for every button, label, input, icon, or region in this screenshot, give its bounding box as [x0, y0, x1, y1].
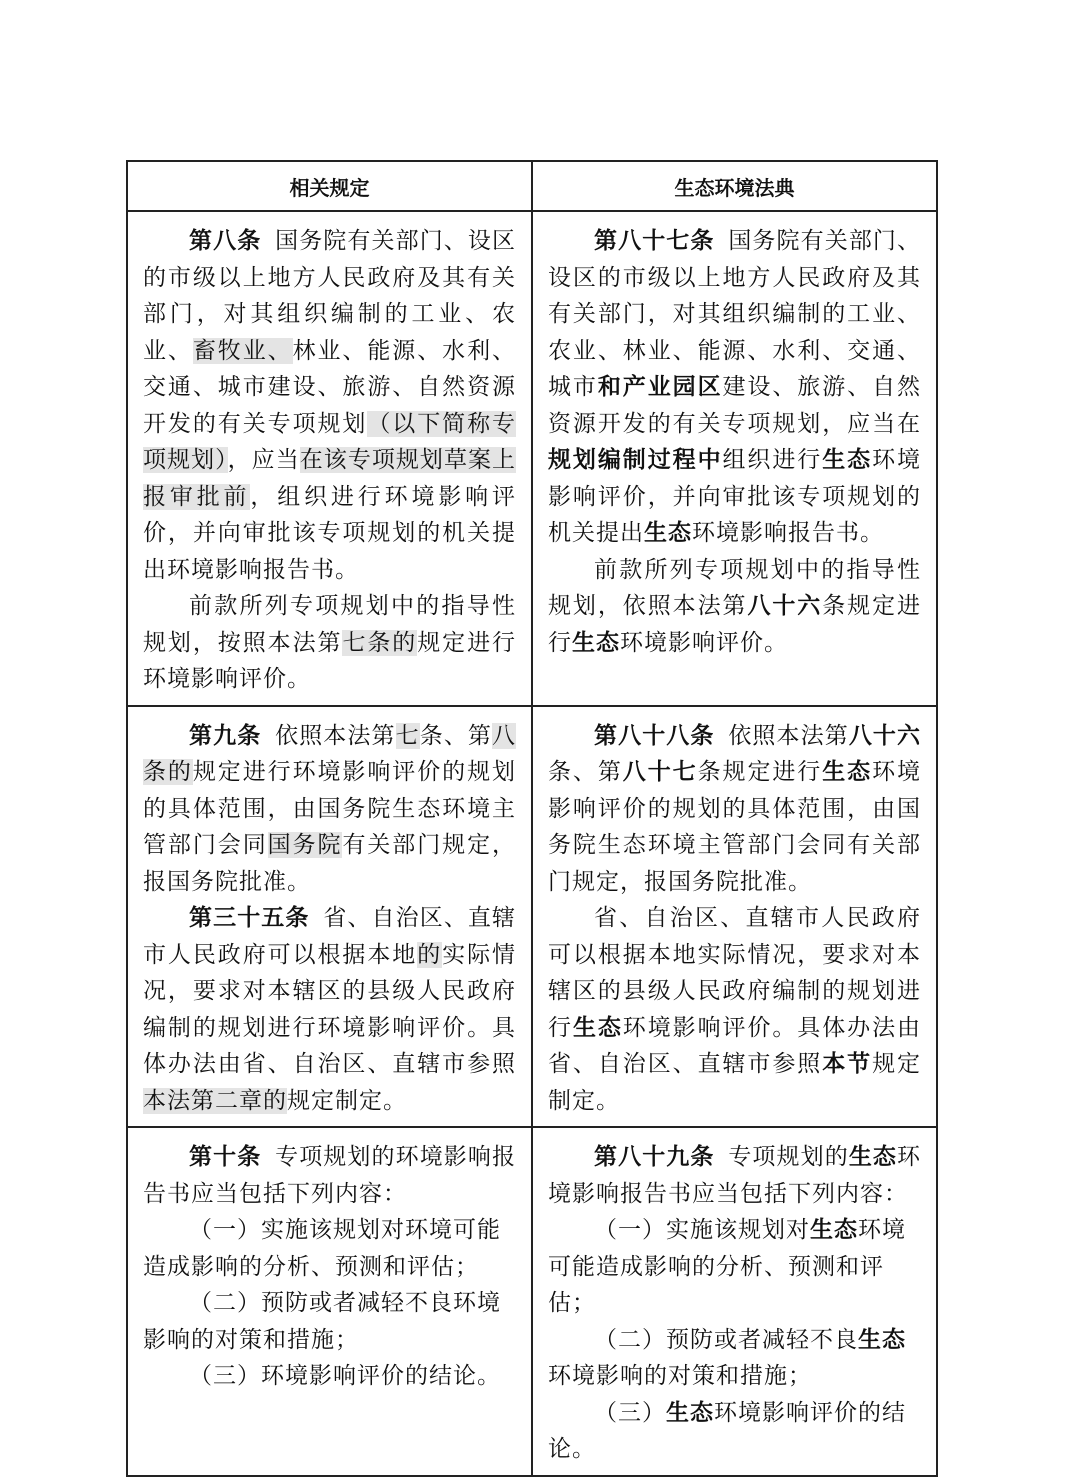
header-eco-env-code: 生态环境法典: [532, 161, 937, 211]
text-segment: 林业、能源、水利、交通、城市建设、旅游、自然资源开发的有关专项规划: [143, 337, 517, 437]
emphasized-text: 生态: [644, 519, 692, 546]
list-item: [548, 1212, 921, 1322]
row-3-left-cell: [127, 1127, 532, 1476]
text-segment: 专项规划的: [728, 1144, 849, 1170]
text-segment: 条、第: [548, 759, 623, 785]
emphasized-text: 规划编制过程中: [548, 446, 723, 473]
text-segment: 国务院有关部门、设区的市级以上地方人民政府及其有关部门，对其组织编制的工业、农业、林业、能源、水利、交通、城市: [548, 228, 922, 400]
article-paragraph: [548, 1139, 921, 1212]
article-number: 第九条: [189, 721, 262, 749]
emphasized-text: 八十六: [747, 592, 823, 619]
highlighted-text: （以下简称专项规划）: [143, 410, 517, 473]
text-segment: 省、自治区、直辖市人民政府可以根据本地实际情况，要求对本辖区的县级人民政府编制的规划进行: [548, 905, 921, 1041]
emphasized-text: 生态: [858, 1325, 906, 1353]
text-segment: 省、自治区、直辖市人民政府可以根据本地: [143, 905, 517, 968]
highlighted-text: 在该专项规划草案上报审批前: [143, 447, 517, 510]
text-segment: 国务院有关部门、设区的市级以上地方人民政府及其有关部门，对其组织编制的工业、农业、: [143, 228, 517, 364]
text-segment: 环境影响报告书。: [692, 520, 884, 546]
emphasized-text: 生态: [572, 628, 620, 656]
article-number: 第八十九条: [594, 1143, 715, 1170]
article-paragraph: [143, 1139, 516, 1212]
highlighted-text: 畜牧业、: [192, 337, 293, 364]
article-paragraph: [143, 588, 516, 698]
table-row: [127, 1127, 937, 1476]
article-number: 第八十八条: [594, 721, 715, 749]
text-segment: 规定制定。: [287, 1087, 407, 1114]
emphasized-text: 生态: [848, 1143, 898, 1170]
row-1-right-cell: [532, 211, 937, 706]
article-paragraph: [143, 718, 516, 901]
article-paragraph: [548, 223, 921, 552]
highlighted-text: 本法第二章的: [143, 1087, 287, 1114]
text-segment: 环境影响评价，并向审批该专项规划的机关提出: [548, 447, 922, 546]
text-segment: （二）预防或者减轻不良: [594, 1326, 858, 1353]
text-segment: 规定进行环境影响评价。: [143, 629, 517, 692]
text-segment: 条、第: [419, 722, 493, 749]
article-paragraph: [143, 900, 516, 1119]
text-segment: 实际情况，要求对本辖区的县级人民政府编制的规划进行环境影响评价。具体办法由省、自治区、直辖市参照: [143, 941, 517, 1077]
highlighted-text: 八条的: [143, 722, 517, 785]
text-segment: 前款所列专项规划中的指导性规划，按照本法第: [143, 593, 516, 656]
text-segment: 组织进行: [722, 447, 823, 473]
text-segment: （三）环境影响评价的结论。: [189, 1363, 501, 1389]
emphasized-text: 八十七: [622, 758, 698, 785]
list-item: [143, 1212, 516, 1285]
text-segment: （一）实施该规划对环境可能造成影响的分析、预测和评估；: [143, 1217, 501, 1280]
list-item: [143, 1285, 516, 1358]
text-segment: 依照本法第: [728, 722, 849, 749]
text-segment: 环境影响评价的规划的具体范围，由国务院生态环境主管部门会同有关部门规定，报国务院批准。: [548, 759, 922, 895]
highlighted-text: 七: [395, 722, 420, 749]
emphasized-text: 八十六: [848, 721, 922, 749]
text-segment: 环境影响报告书应当包括下列内容：: [548, 1144, 922, 1207]
text-segment: 环境影响的对策和措施；: [548, 1363, 812, 1389]
text-segment: 有关部门规定，报国务院批准。: [143, 832, 517, 895]
text-segment: ，应当: [227, 447, 300, 473]
table-row: [127, 706, 937, 1128]
article-paragraph: [548, 718, 921, 901]
text-segment: 依照本法第: [275, 722, 396, 749]
text-segment: （三）: [594, 1399, 666, 1426]
text-segment: （一）实施该规划对: [594, 1217, 810, 1243]
article-number: 第八十七条: [594, 227, 715, 254]
row-1-left-cell: [127, 211, 532, 706]
highlighted-text: 的: [417, 941, 443, 968]
article-paragraph: [548, 552, 921, 662]
row-2-left-cell: [127, 706, 532, 1128]
comparison-table: [126, 160, 938, 1477]
list-item: [143, 1358, 516, 1395]
article-paragraph: [143, 223, 516, 588]
article-paragraph: [548, 900, 921, 1119]
article-number: 第八条: [189, 227, 262, 254]
text-segment: 环境可能造成影响的分析、预测和评估；: [548, 1217, 906, 1316]
emphasized-text: 生态: [822, 446, 873, 473]
emphasized-text: 生态: [572, 1013, 623, 1041]
row-3-right-cell: [532, 1127, 937, 1476]
text-segment: 建设、旅游、自然资源开发的有关专项规划，应当在: [548, 374, 922, 437]
row-2-right-cell: [532, 706, 937, 1128]
emphasized-text: 生态: [666, 1398, 714, 1426]
text-segment: 前款所列专项规划中的指导性规划，依照本法第: [548, 556, 921, 619]
text-segment: 环境影响评价。: [620, 629, 788, 656]
text-segment: 规定进行环境影响评价的规划的具体范围，由国务院生态环境主管部门会同: [143, 759, 517, 858]
header-row: [127, 161, 937, 211]
text-segment: 环境影响评价。具体办法由省、自治区、直辖市参照: [548, 1014, 922, 1077]
text-segment: 专项规划的环境影响报告书应当包括下列内容：: [143, 1144, 517, 1207]
text-segment: 条规定进行: [548, 593, 922, 656]
emphasized-text: 和产业园区: [597, 373, 723, 400]
text-segment: 规定制定。: [548, 1051, 922, 1114]
text-segment: 环境影响评价的结论。: [548, 1399, 906, 1462]
article-number: 第十条: [189, 1143, 262, 1170]
text-segment: （二）预防或者减轻不良环境影响的对策和措施；: [143, 1290, 501, 1353]
emphasized-text: 生态: [822, 758, 873, 785]
article-number: 第三十五条: [189, 904, 310, 931]
text-segment: 条规定进行: [697, 759, 823, 785]
table-row: [127, 211, 937, 706]
highlighted-text: 七条的: [342, 629, 418, 656]
highlighted-text: 国务院: [267, 832, 343, 858]
header-related-provisions: 相关规定: [127, 161, 532, 211]
emphasized-text: 生态: [810, 1216, 858, 1243]
list-item: [548, 1395, 921, 1468]
text-segment: ，组织进行环境影响评价，并向审批该专项规划的机关提出环境影响报告书。: [143, 483, 517, 583]
emphasized-text: 本节: [822, 1050, 873, 1077]
list-item: [548, 1322, 921, 1395]
